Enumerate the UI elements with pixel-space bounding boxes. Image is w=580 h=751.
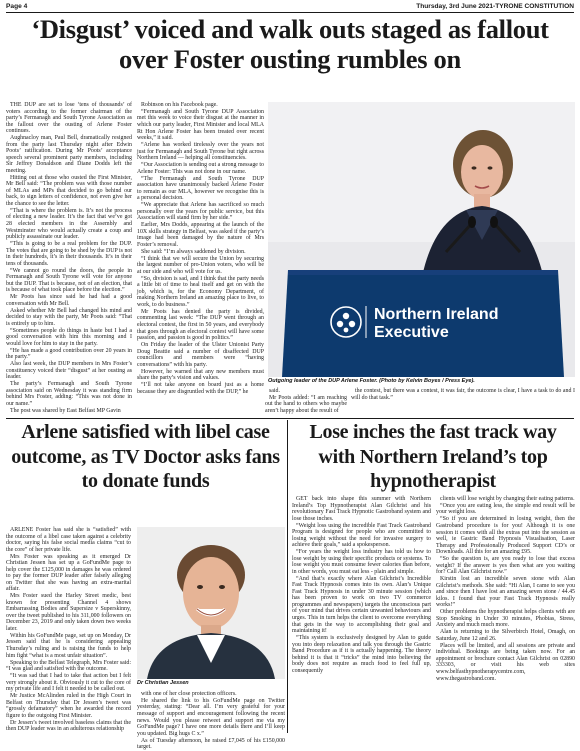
- paragraph: “So, division is sad, and I think that the party needs a little bit of time to heal itself and get on with the job, which is, for the Economy Department, of making Northern Ireland an amazing place to live, to work, to do business.”: [137, 275, 264, 308]
- paragraph: Mr Justice McAlinden ruled in the High Court in Belfast on Thursday that Dr Jessen’s tweet was “grossly defamatory” when he awarded the record figure to the outgoing First Minister.: [6, 693, 131, 719]
- paragraph: Within his GoFundMe page, set up on Monday, Dr Jessen said that he is considering appealing Thursday’s ruling and is raising the funds to help him fight “what is a most unfair situation”.: [6, 632, 131, 659]
- paragraph: “Fermanagh and South Tyrone DUP Association met this week to voice their disgust at the manner in which our party leader, First Minister and local MLA Rt Hon Arlene Foster has been treated over recent weeks,” it said.: [137, 108, 264, 142]
- paragraph: “Arlene has worked tirelessly over the years not just for Fermanagh and South Tyrone but right across Northern Ireland — helping all constituencies.: [137, 142, 264, 162]
- paragraph: “This system is exclusively designed by Alan to guide you into deep relaxation and talk you through the Gastric Band Procedure as if it is actually happening. The theory behind it is that it “tricks” the mind into believing the body does not require as much food to feel full up, consequently: [292, 635, 431, 674]
- paragraph: Earlier, Mrs Dodds, appearing at the launch of the 10X skills strategy in Belfast, was asked if the party’s image had been damaged by the nature of Mrs Foster’s removal.: [137, 222, 264, 248]
- paragraph: ARLENE Foster has said she is “satisfied” with the outcome of a libel case taken against a celebrity doctor, saying his false social media claims “cut to the core” of her private life.: [6, 527, 131, 553]
- paragraph: Hitting out at those who ousted the First Minister, Mr Bell said: “The problem was with those number of MLAs and MPs that decided to go behind our back, to sign letters of confidence, not even give her the chance to see the letter.: [6, 174, 132, 207]
- paragraph: Mrs Foster was speaking as it emerged Dr Christian Jessen has set up a GoFundMe page to help cover the £125,000 in damages he was ordered to pay the former DUP leader after falsely alleging on Twitter that she was having an extra-marital affair.: [6, 553, 131, 593]
- paragraph: Kirstin lost an incredible seven stone with Alan Gilchrist’s methods. She said: “Hi Alan, I came to see you and since then I have lost an amazing seven stone / 44.45 kilos. I found that your Fast Track Hypnosis really works!”: [436, 576, 575, 609]
- paragraph: “We appreciate that Arlene has sacrificed so much personally over the years for public service, but this Association will stand firm by her side.”: [137, 202, 264, 222]
- paragraph: “He has made a good contribution over 20 years in the party.”: [6, 347, 132, 361]
- paragraph: “I’ll not take anyone on board just as a home because they are disgruntled with the DUP,” he: [137, 382, 264, 395]
- paragraph: On Friday the leader of the Ulster Unionist Party Doug Beattie said a number of disaffected DUP councillors and members were “having conversations” with his party.: [137, 341, 264, 368]
- paragraph: Places will be limited, and all sessions are private and individual. Bookings are being taken now. For an appointment or brochure contact Alan Gilchrist on 02890 333303, or visit his web sites www.belfasthypnotherapycentre.com, www.thegastroband.com.: [436, 642, 575, 682]
- paragraph: the contest, but there was a contest, it was fair, the outcome is clear, I have a task to do and I will do that task.”: [351, 388, 575, 401]
- paragraph: said.: [269, 388, 280, 394]
- christian-jessen-photo: [137, 527, 285, 679]
- story1-photo-caption: Outgoing leader of the DUP Arlene Foster. (Photo by Kelvin Boyes / Press Eye).: [268, 378, 475, 384]
- paragraph: Speaking to the Belfast Telegraph, Mrs Foster said: “I was glad and satisfied with the outcome.: [6, 659, 131, 673]
- paragraph: Aughnacloy man, Paul Bell, dramatically resigned from the party last Thursday night after Edwin Poots’ ratification. During Mr Poots’ acceptance speech several prominent party members, including Sir Jeffrey Donaldson and Diane Dodds left the meeting.: [6, 135, 132, 174]
- story1-headline: ‘Disgust’ voiced and walk outs staged as fallout over Foster ousting rumbles on: [31, 14, 549, 74]
- paragraph: with one of her close protection officers.: [141, 691, 237, 697]
- paragraph: “And that’s exactly where Alan Gilchrist’s Incredible Fast Track Hypnosis comes into its own. Alan’s Unique Fast Track Hypnosis in under 30 minute session (which has been proven to work on two TV commerce programmes and newspapers) targets the unconscious part of your mind that drives certain unwanted behaviours and urges. This in turn helps the client to overcome everything that gets in the way to accomplishing their goal and maintaining it!: [292, 575, 431, 635]
- paragraph: Robinson on his Facebook page.: [141, 102, 218, 108]
- paragraph: THE DUP are set to lose ‘tens of thousands’ of voters according to the former chairman of the party’s Fermanagh and South Tyrone Association as the fallout over the ousting of Arlene Foster continues.: [6, 102, 132, 135]
- paragraph: “Weight loss using the incredible Fast Track Gastroband Program is designed for people who are committed to losing weight without the need for invasive surgery to achieve their goals,” said a spokesperson.: [292, 522, 431, 549]
- podium-sign-line-2: Executive: [374, 324, 449, 341]
- paragraph: “So the question is, are you ready to lose that excess weight? If the answer is yes then what are you waiting for? Call Alan Gilchrist now.”: [436, 556, 575, 576]
- story2-column-1: [6, 527, 131, 735]
- paragraph: Asked whether Mr Bell had changed his mind and decided to stay with the party, Mr Poots said: “That is entirely up to him.: [6, 307, 132, 327]
- story3-column-1: [292, 496, 431, 735]
- story3-headline: Lose inches the fast track way with Northern Ireland’s top hypnotherapist: [309, 421, 557, 492]
- paragraph: “So if you are determined in losing weight, then the Gastroband procedure is for you! Although it is one session it comes with all the extras put into the session as well, ie Gastric Band Hypnosis Visualisation, Laser Therapy and Professionally Produced Support CD’s or Downloads. All this for an amazing £95.: [436, 516, 575, 556]
- paragraph: Mr Poots added: “I am reaching out the hand to others who maybe aren’t happy about the result of: [265, 394, 347, 415]
- paragraph: “The Fermanagh and South Tyrone DUP association have unanimously backed Arlene Foster to remain as our MLA, however we recognise this is a personal decision.: [137, 175, 264, 202]
- paragraph: She said: “I’m always saddened by division.: [141, 248, 246, 255]
- story1-column-3-tail: [265, 388, 347, 414]
- paragraph: However, he warned that any new members must share the party’s vision and values.: [137, 368, 264, 382]
- paragraph: Also last week, the DUP members in Mrs Foster’s constituency voiced their “disgust” at her ousting as leader.: [6, 361, 132, 381]
- paragraph: “Our Association is sending out a strong message to Arlene Foster: This was not done in our name.: [137, 162, 264, 175]
- story3-column-2: [436, 496, 575, 735]
- date-line: Thursday, 3rd June 2021-TYRONE CONSTITUTION: [416, 3, 574, 10]
- paragraph: “Once you are eating less, the simple end result will be your weight loss.: [436, 502, 575, 516]
- paragraph: The party’s Fermanagh and South Tyrone association said on Wednesday it was standing firm behind Mrs Foster, adding: “This was not done in our name.”: [6, 381, 132, 407]
- paragraph: “It was sad that I had to take that action but I felt very strongly about it. Obviously it cut to the core of my private life and I felt it needed to be called out.: [6, 672, 131, 693]
- paragraph: Mr Poots has denied the party is divided, commenting last week: “The DUP went through an electoral contest, the first in 50 years, and everybody that goes through an electoral contest will have some passion, and passion is good in politics.”: [137, 308, 264, 342]
- section-divider: [6, 418, 574, 419]
- paragraph: “I think that we will secure the Union by securing the largest number of pro-Union voters, who will be at our side and who will vote for us.: [137, 255, 264, 275]
- arlene-foster-photo: [268, 102, 575, 377]
- paragraph: GET back into shape this summer with Northern Ireland’s Top Hypnotherapist Alan Gilchrist and his revolutionary Fast Track Hypnotic Gastroband system and lose those inches.: [292, 496, 431, 522]
- paragraph: “We cannot go round the doors, the people in Fermanagh and South Tyrone will vote for anyone but the DUP. That is because, not of an election, that is because of what took place before the election.”: [6, 267, 132, 294]
- paragraph: Dr Jessen’s tweet involved baseless claims that the then DUP leader was in an adulterous relationship: [6, 719, 131, 733]
- story1-column-1: [6, 102, 132, 414]
- story2-headline: Arlene satisfied with libel case outcome, as TV Doctor asks fans to donate funds: [11, 421, 280, 492]
- paragraph: As of Tuesday afternoon, he raised £7,045 of his £150,000 target.: [137, 737, 285, 751]
- paragraph: “Sometimes people do things in haste but I had a good conversation with him this morning and I would love for him to stay in the party.: [6, 327, 132, 347]
- paragraph: “For years the weight loss industry has told us how to lose weight by using their specific products or systems. To lose weight you must consume fewer calories than before, in other words, you must eat less - plain and simple.: [292, 549, 431, 575]
- paragraph: Other problems the hypnotherapist helps clients with are Stop Smoking in Under 30 minutes, Phobias, Stress, Anxiety and much much more.: [436, 609, 575, 629]
- paragraph: “This is going to be a real problem for the DUP. The votes that are going to be shed by the DUP is not in their hundreds, it’s in their thousands. It’s in their tens of thousands.: [6, 241, 132, 267]
- paragraph: He shared the link to his GoFundMe page on Twitter yesterday, stating: “Dear all. I’m very grateful for your message of support and encouragement following the recent news. Would you please retweet and support me via my GoFundMe page? I have one more details there and I’ll keep you updated. Big hugs C x.”: [137, 697, 285, 737]
- podium-sign-line-1: Northern Ireland: [374, 306, 499, 323]
- story1-column-4-tail: [351, 388, 575, 414]
- story1-column-2: [137, 102, 264, 395]
- story2-photo-caption: Dr Christian Jessen: [137, 680, 189, 686]
- paragraph: Mr Poots has since said he had had a good conversation with Mr Bell.: [6, 294, 132, 307]
- paragraph: The post was shared by East Belfast MP Gavin: [10, 407, 121, 414]
- folio-rule: [6, 12, 574, 13]
- paragraph: Mrs Foster sued the Harley Street medic, best known for presenting Channel 4 shows Embarrassing Bodies and Supersize v Superskinny, over the tweet published to his 311,000 followers on December 23, 2019 and only taken down two weeks later.: [6, 593, 131, 632]
- column-divider: [287, 420, 288, 733]
- story2-column-2: [137, 691, 285, 751]
- paragraph: “That is where the problem is. It’s not the process of electing a new leader. It’s the fact that we’ve got 28 elected members in the Assembly and Westminster who would actually create a coup and publicly assassinate our leader.: [6, 207, 132, 241]
- paragraph: clients will lose weight by changing their eating patterns.: [440, 496, 575, 502]
- paragraph: Alan is returning to the Silverbirch Hotel, Omagh, on Saturday, June 12 and 26.: [436, 629, 575, 642]
- page-number: Page 4: [6, 3, 28, 10]
